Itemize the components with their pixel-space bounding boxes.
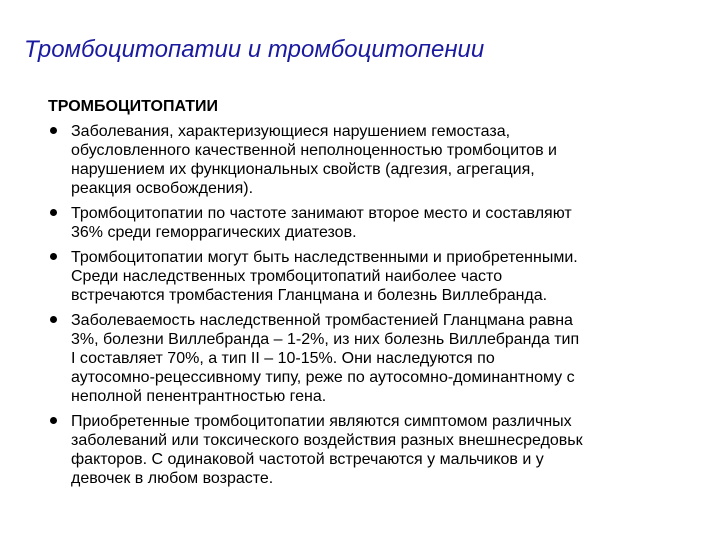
bullet-text: Тромбоцитопатии по частоте занимают второе место и составляют 36% среди геморрагических диатезов. — [71, 205, 572, 241]
bullet-item — [48, 248, 708, 305]
bullet-icon — [50, 127, 57, 134]
bullet-icon — [50, 253, 57, 260]
bullet-text: Заболеваемость наследственной тромбастенией Гланцмана равна 3%, болезни Виллебранда – 1-2%, из них болезнь Виллебранда тип I составляет 70%, а тип II – 10-15%. Они наследуются по аутосомно-рецессивному типу, реже по аутосомно-доминантному с неполной пенентрантностью гена. — [71, 312, 580, 405]
bullet-text: Приобретенные тромбоцитопатии являются симптомом различных заболеваний или токсического воздействия разных внешнесредовьк факторов. С одинаковой частотой встречаются у мальчиков и у девочек в любом возрасте. — [71, 413, 583, 487]
bullet-icon — [50, 417, 57, 424]
section-heading: ТРОМБОЦИТОПАТИИ — [48, 98, 218, 115]
slide-content — [48, 97, 708, 494]
bullet-icon — [50, 209, 57, 216]
slide-title: Тромбоцитопатии и тромбоцитопении — [24, 36, 485, 63]
bullet-list — [48, 122, 708, 488]
bullet-icon — [50, 316, 57, 323]
bullet-item — [48, 122, 708, 198]
bullet-item — [48, 412, 708, 488]
bullet-item — [48, 311, 708, 406]
bullet-text: Заболевания, характеризующиеся нарушением гемостаза, обусловленного качественной неполноценностью тромбоцитов и нарушением их функциональных свойств (адгезия, агрегация, реакция освобождения). — [71, 123, 557, 197]
bullet-text: Тромбоцитопатии могут быть наследственными и приобретенными. Среди наследственных тромбоцитопатий наиболее часто встречаются тромбастения Гланцмана и болезнь Виллебранда. — [71, 249, 578, 304]
bullet-item — [48, 204, 708, 242]
